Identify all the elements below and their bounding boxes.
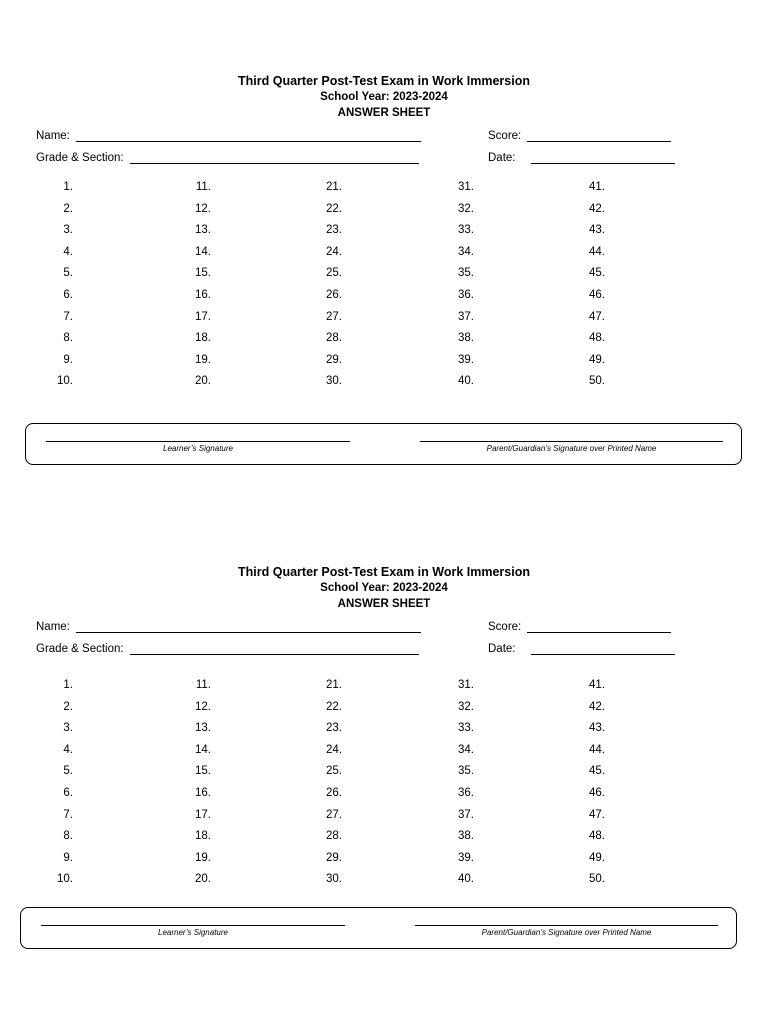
answer-item[interactable]: 45. bbox=[589, 267, 605, 280]
answer-item[interactable]: 28. bbox=[326, 332, 342, 345]
score-field[interactable] bbox=[488, 621, 671, 633]
answer-item[interactable]: 6. bbox=[63, 787, 73, 799]
answer-item[interactable]: 27. bbox=[326, 808, 342, 821]
answer-item[interactable]: 32. bbox=[458, 700, 474, 713]
answer-sheet-2 bbox=[0, 561, 768, 981]
answer-item[interactable]: 31. bbox=[458, 181, 474, 193]
answer-item[interactable]: 32. bbox=[458, 202, 474, 215]
parent-signature[interactable] bbox=[415, 916, 718, 937]
answer-grid bbox=[0, 679, 768, 899]
answer-item[interactable]: 40. bbox=[458, 873, 474, 886]
answer-item[interactable]: 41. bbox=[589, 679, 605, 691]
answer-item[interactable]: 45. bbox=[589, 765, 605, 778]
answer-item[interactable]: 24. bbox=[326, 245, 342, 258]
answer-item[interactable]: 38. bbox=[458, 332, 474, 345]
parent-signature-label: Parent/Guardian’s Signature over Printed Name bbox=[486, 444, 657, 453]
score-line[interactable] bbox=[527, 131, 671, 142]
answer-item[interactable]: 8. bbox=[63, 332, 73, 345]
exam-title: Third Quarter Post-Test Exam in Work Immersion bbox=[238, 565, 530, 579]
answer-item[interactable]: 18. bbox=[195, 332, 211, 345]
answer-item[interactable]: 36. bbox=[458, 289, 474, 301]
grade-section-field[interactable] bbox=[36, 643, 419, 655]
answer-item[interactable]: 18. bbox=[195, 830, 211, 843]
answer-item[interactable]: 19. bbox=[195, 851, 211, 864]
answer-item[interactable]: 10. bbox=[57, 873, 73, 886]
answer-item[interactable]: 33. bbox=[458, 722, 474, 735]
answer-item[interactable]: 4. bbox=[63, 743, 73, 756]
parent-signature-line[interactable] bbox=[420, 432, 723, 442]
answer-item[interactable]: 37. bbox=[458, 808, 474, 821]
name-label: Name: bbox=[36, 621, 70, 633]
answer-item[interactable]: 46. bbox=[589, 787, 605, 799]
answer-item[interactable]: 47. bbox=[589, 310, 605, 323]
answer-item[interactable]: 20. bbox=[195, 873, 211, 886]
answer-item[interactable]: 1. bbox=[63, 181, 73, 193]
answer-item[interactable]: 23. bbox=[326, 224, 342, 237]
answer-item[interactable]: 20. bbox=[195, 375, 211, 388]
answer-item[interactable]: 13. bbox=[195, 722, 211, 735]
answer-item[interactable]: 25. bbox=[326, 765, 342, 778]
answer-item[interactable]: 8. bbox=[63, 830, 73, 843]
score-line[interactable] bbox=[527, 622, 671, 633]
date-label: Date: bbox=[488, 152, 516, 164]
answer-item[interactable]: 22. bbox=[326, 700, 342, 713]
answer-item[interactable]: 16. bbox=[195, 289, 211, 301]
answer-item[interactable]: 42. bbox=[589, 700, 605, 713]
answer-item[interactable]: 17. bbox=[195, 310, 211, 323]
answer-item[interactable]: 15. bbox=[195, 765, 211, 778]
answer-item[interactable]: 26. bbox=[326, 289, 342, 301]
answer-item[interactable]: 10. bbox=[57, 375, 73, 388]
grade-section-line[interactable] bbox=[130, 644, 419, 655]
date-label: Date: bbox=[488, 643, 516, 655]
answer-item[interactable]: 40. bbox=[458, 375, 474, 388]
answer-item[interactable]: 9. bbox=[63, 851, 73, 864]
answer-item[interactable]: 34. bbox=[458, 743, 474, 756]
answer-item[interactable]: 7. bbox=[63, 808, 73, 821]
answer-item[interactable]: 1. bbox=[63, 679, 73, 691]
answer-item[interactable]: 11. bbox=[195, 181, 211, 193]
answer-item[interactable]: 50. bbox=[589, 873, 605, 886]
answer-item[interactable]: 48. bbox=[589, 830, 605, 843]
score-label: Score: bbox=[488, 130, 522, 142]
sheet-subtitle: ANSWER SHEET bbox=[337, 598, 431, 610]
learner-signature[interactable] bbox=[46, 432, 350, 453]
name-label: Name: bbox=[36, 130, 70, 142]
answer-item[interactable]: 33. bbox=[458, 224, 474, 237]
answer-item[interactable]: 44. bbox=[589, 245, 605, 258]
answer-item[interactable]: 30. bbox=[326, 873, 342, 886]
parent-signature-label: Parent/Guardian’s Signature over Printed Name bbox=[481, 928, 652, 937]
answer-item[interactable]: 36. bbox=[458, 787, 474, 799]
answer-item[interactable]: 43. bbox=[589, 224, 605, 237]
answer-item[interactable]: 21. bbox=[326, 181, 342, 193]
answer-sheet-1 bbox=[0, 70, 768, 490]
name-line[interactable] bbox=[76, 622, 421, 633]
grade-section-label: Grade & Section: bbox=[36, 643, 124, 655]
signature-box bbox=[20, 907, 737, 949]
sheet-subtitle: ANSWER SHEET bbox=[337, 107, 431, 119]
answer-item[interactable]: 21. bbox=[326, 679, 342, 691]
answer-item[interactable]: 17. bbox=[195, 808, 211, 821]
answer-item[interactable]: 12. bbox=[195, 202, 211, 215]
answer-item[interactable]: 11. bbox=[195, 679, 211, 691]
learner-signature-line[interactable] bbox=[46, 432, 350, 442]
answer-item[interactable]: 28. bbox=[326, 830, 342, 843]
answer-item[interactable]: 14. bbox=[195, 743, 211, 756]
answer-item[interactable]: 14. bbox=[195, 245, 211, 258]
grade-section-line[interactable] bbox=[130, 153, 419, 164]
answer-item[interactable]: 2. bbox=[63, 700, 73, 713]
answer-item[interactable]: 5. bbox=[63, 267, 73, 280]
answer-item[interactable]: 25. bbox=[326, 267, 342, 280]
date-field[interactable] bbox=[488, 643, 675, 655]
answer-item[interactable]: 39. bbox=[458, 353, 474, 366]
answer-item[interactable]: 24. bbox=[326, 743, 342, 756]
answer-item[interactable]: 49. bbox=[589, 353, 605, 366]
grade-section-label: Grade & Section: bbox=[36, 152, 124, 164]
answer-item[interactable]: 13. bbox=[195, 224, 211, 237]
date-line[interactable] bbox=[531, 153, 675, 164]
name-field[interactable] bbox=[36, 130, 421, 142]
name-field[interactable] bbox=[36, 621, 421, 633]
answer-item[interactable]: 46. bbox=[589, 289, 605, 301]
score-field[interactable] bbox=[488, 130, 671, 142]
answer-item[interactable]: 19. bbox=[195, 353, 211, 366]
answer-item[interactable]: 47. bbox=[589, 808, 605, 821]
answer-item[interactable]: 23. bbox=[326, 722, 342, 735]
answer-grid bbox=[0, 181, 768, 401]
answer-item[interactable]: 29. bbox=[326, 353, 342, 366]
learner-signature-label: Learner’s Signature bbox=[158, 928, 228, 937]
answer-item[interactable]: 30. bbox=[326, 375, 342, 388]
answer-item[interactable]: 22. bbox=[326, 202, 342, 215]
score-label: Score: bbox=[488, 621, 522, 633]
school-year: School Year: 2023-2024 bbox=[320, 91, 448, 103]
answer-item[interactable]: 12. bbox=[195, 700, 211, 713]
answer-item[interactable]: 29. bbox=[326, 851, 342, 864]
school-year: School Year: 2023-2024 bbox=[320, 582, 448, 594]
answer-item[interactable]: 38. bbox=[458, 830, 474, 843]
learner-signature-label: Learner’s Signature bbox=[163, 444, 233, 453]
answer-item[interactable]: 44. bbox=[589, 743, 605, 756]
answer-item[interactable]: 5. bbox=[63, 765, 73, 778]
answer-item[interactable]: 26. bbox=[326, 787, 342, 799]
answer-item[interactable]: 4. bbox=[63, 245, 73, 258]
answer-item[interactable]: 7. bbox=[63, 310, 73, 323]
answer-item[interactable]: 35. bbox=[458, 765, 474, 778]
answer-item[interactable]: 6. bbox=[63, 289, 73, 301]
answer-item[interactable]: 50. bbox=[589, 375, 605, 388]
answer-item[interactable]: 27. bbox=[326, 310, 342, 323]
answer-item[interactable]: 3. bbox=[63, 722, 73, 735]
answer-item[interactable]: 3. bbox=[63, 224, 73, 237]
answer-item[interactable]: 9. bbox=[63, 353, 73, 366]
date-line[interactable] bbox=[531, 644, 675, 655]
answer-item[interactable]: 15. bbox=[195, 267, 211, 280]
answer-item[interactable]: 49. bbox=[589, 851, 605, 864]
answer-item[interactable]: 31. bbox=[458, 679, 474, 691]
answer-item[interactable]: 48. bbox=[589, 332, 605, 345]
answer-item[interactable]: 41. bbox=[589, 181, 605, 193]
answer-item[interactable]: 42. bbox=[589, 202, 605, 215]
parent-signature[interactable] bbox=[420, 432, 723, 453]
answer-item[interactable]: 16. bbox=[195, 787, 211, 799]
answer-item[interactable]: 2. bbox=[63, 202, 73, 215]
parent-signature-line[interactable] bbox=[415, 916, 718, 926]
answer-item[interactable]: 37. bbox=[458, 310, 474, 323]
signature-box bbox=[25, 423, 742, 465]
date-field[interactable] bbox=[488, 152, 675, 164]
answer-item[interactable]: 43. bbox=[589, 722, 605, 735]
exam-title: Third Quarter Post-Test Exam in Work Immersion bbox=[238, 74, 530, 88]
learner-signature-line[interactable] bbox=[41, 916, 345, 926]
answer-item[interactable]: 34. bbox=[458, 245, 474, 258]
name-line[interactable] bbox=[76, 131, 421, 142]
answer-item[interactable]: 35. bbox=[458, 267, 474, 280]
learner-signature[interactable] bbox=[41, 916, 345, 937]
grade-section-field[interactable] bbox=[36, 152, 419, 164]
answer-item[interactable]: 39. bbox=[458, 851, 474, 864]
